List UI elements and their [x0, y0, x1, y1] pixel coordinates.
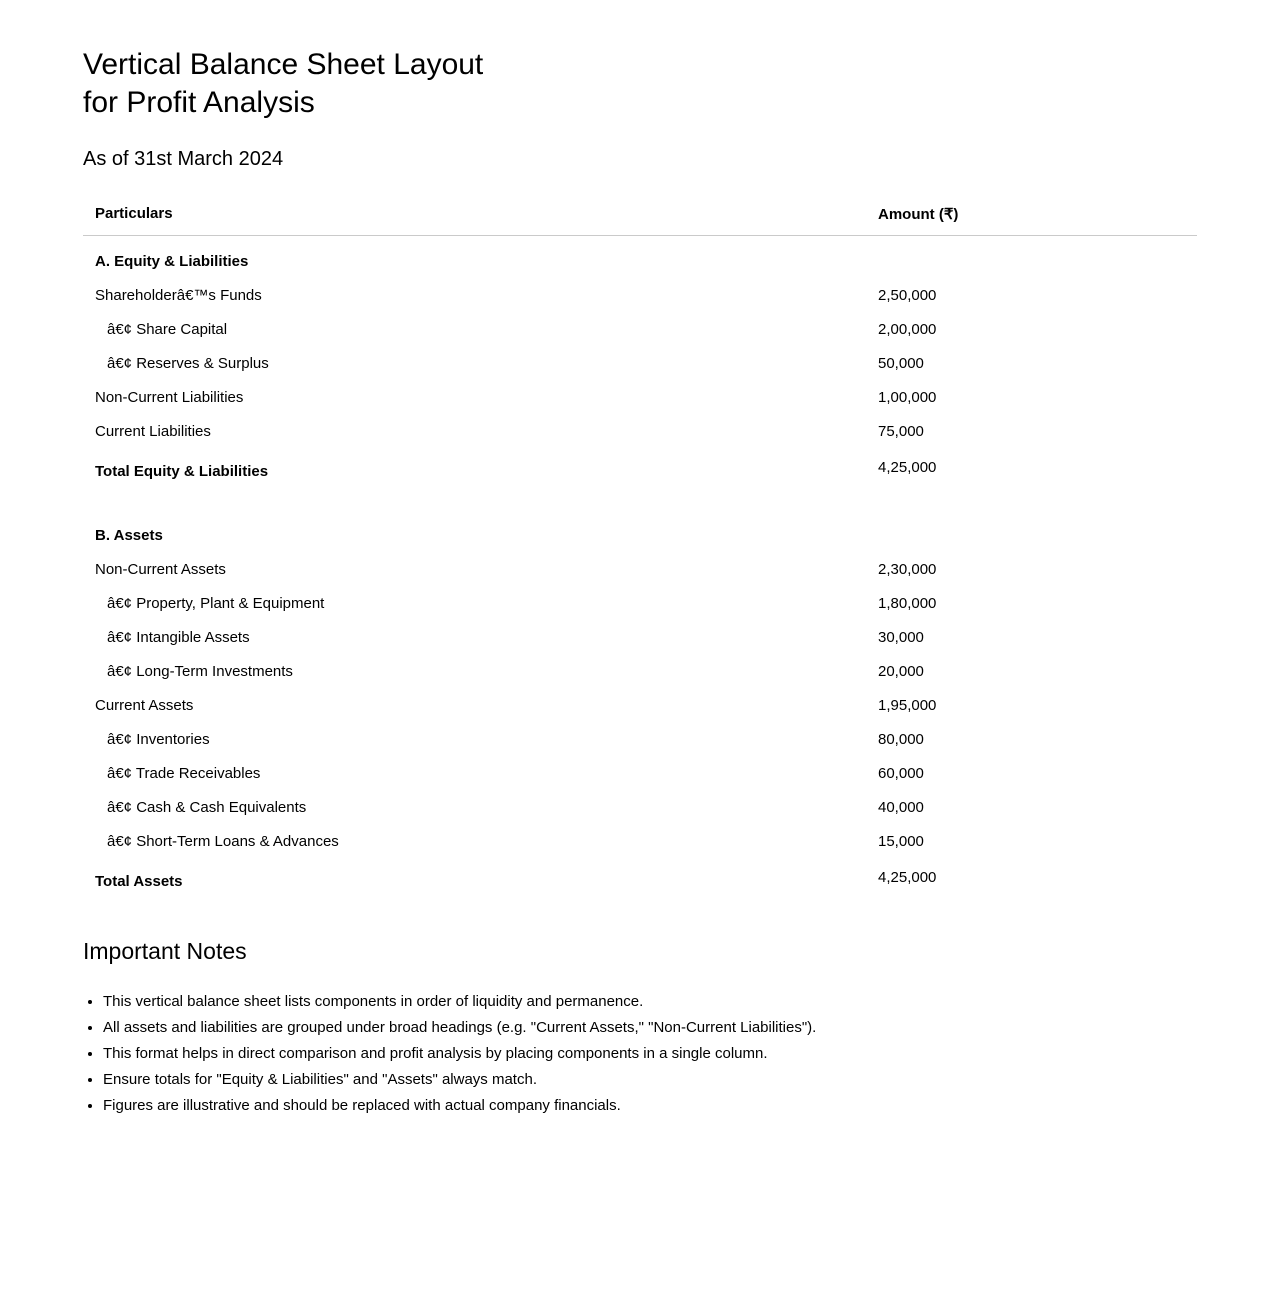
row-label: B. Assets [95, 526, 163, 544]
page-title-line1: Vertical Balance Sheet Layout [83, 48, 484, 81]
column-header-particulars: Particulars [95, 205, 173, 222]
row-amount: 2,50,000 [878, 286, 937, 304]
row-amount: 75,000 [878, 422, 924, 440]
table-row [83, 312, 1197, 346]
row-amount: 1,95,000 [878, 696, 937, 714]
table-row [83, 454, 1197, 488]
table-row [83, 518, 1197, 552]
row-amount: 60,000 [878, 764, 924, 782]
row-label: â€¢ Short-Term Loans & Advances [107, 832, 339, 850]
table-row [83, 552, 1197, 586]
column-header-amount: Amount (₹) [878, 206, 959, 223]
notes-list [83, 989, 1197, 1119]
table-row [83, 244, 1197, 278]
table-row [83, 722, 1197, 756]
table-row [83, 824, 1197, 858]
row-label: Non-Current Assets [95, 560, 226, 578]
row-label: â€¢ Inventories [107, 730, 210, 748]
table-row [83, 346, 1197, 380]
table-row [83, 864, 1197, 898]
table-row [83, 586, 1197, 620]
row-amount: 4,25,000 [878, 868, 937, 886]
note-item: • Figures are illustrative and should be replaced with actual company financials. [103, 1093, 1197, 1119]
table-section-equity-liabilities [83, 244, 1197, 488]
row-label: â€¢ Property, Plant & Equipment [107, 594, 325, 612]
row-amount: 15,000 [878, 832, 924, 850]
row-label: Total Equity & Liabilities [95, 462, 269, 480]
row-amount: 30,000 [878, 628, 924, 646]
note-item: • Ensure totals for "Equity & Liabilities" and "Assets" always match. [103, 1067, 1197, 1093]
table-row [83, 278, 1197, 312]
page-title [83, 46, 1197, 122]
row-label: â€¢ Share Capital [107, 320, 228, 338]
row-label: â€¢ Cash & Cash Equivalents [107, 798, 307, 816]
table-row [83, 380, 1197, 414]
row-amount: 2,00,000 [878, 320, 937, 338]
table-row [83, 688, 1197, 722]
row-amount: 20,000 [878, 662, 924, 680]
row-amount: 50,000 [878, 354, 924, 372]
row-amount: 2,30,000 [878, 560, 937, 578]
table-row [83, 620, 1197, 654]
row-label: Non-Current Liabilities [95, 388, 244, 406]
balance-sheet-body [83, 236, 1197, 898]
row-label: Total Assets [95, 872, 183, 890]
table-row [83, 756, 1197, 790]
row-label: â€¢ Reserves & Surplus [107, 354, 269, 372]
row-label: â€¢ Trade Receivables [107, 764, 261, 782]
note-item: • All assets and liabilities are grouped under broad headings (e.g. "Current Assets," "Non-Current Liabilities"). [103, 1015, 1197, 1041]
row-label: Current Liabilities [95, 422, 211, 440]
note-item: • This format helps in direct comparison and profit analysis by placing components in a single column. [103, 1041, 1197, 1067]
table-row [83, 790, 1197, 824]
row-amount: 1,00,000 [878, 388, 937, 406]
row-label: â€¢ Long-Term Investments [107, 662, 293, 680]
table-section-assets [83, 518, 1197, 898]
note-item: • This vertical balance sheet lists components in order of liquidity and permanence. [103, 989, 1197, 1015]
balance-sheet-table [83, 197, 1197, 898]
page-subtitle: As of 31st March 2024 [83, 148, 284, 170]
row-label: A. Equity & Liabilities [95, 252, 249, 270]
notes-heading: Important Notes [83, 938, 247, 964]
table-row [83, 414, 1197, 448]
row-label: Current Assets [95, 696, 194, 714]
row-label: â€¢ Intangible Assets [107, 628, 250, 646]
page-title-line2: for Profit Analysis [83, 86, 315, 119]
row-amount: 4,25,000 [878, 458, 937, 476]
row-amount: 40,000 [878, 798, 924, 816]
row-amount: 1,80,000 [878, 594, 937, 612]
table-header-row [83, 197, 1197, 236]
table-row [83, 654, 1197, 688]
row-amount: 80,000 [878, 730, 924, 748]
row-label: Shareholderâ€™s Funds [95, 286, 262, 304]
